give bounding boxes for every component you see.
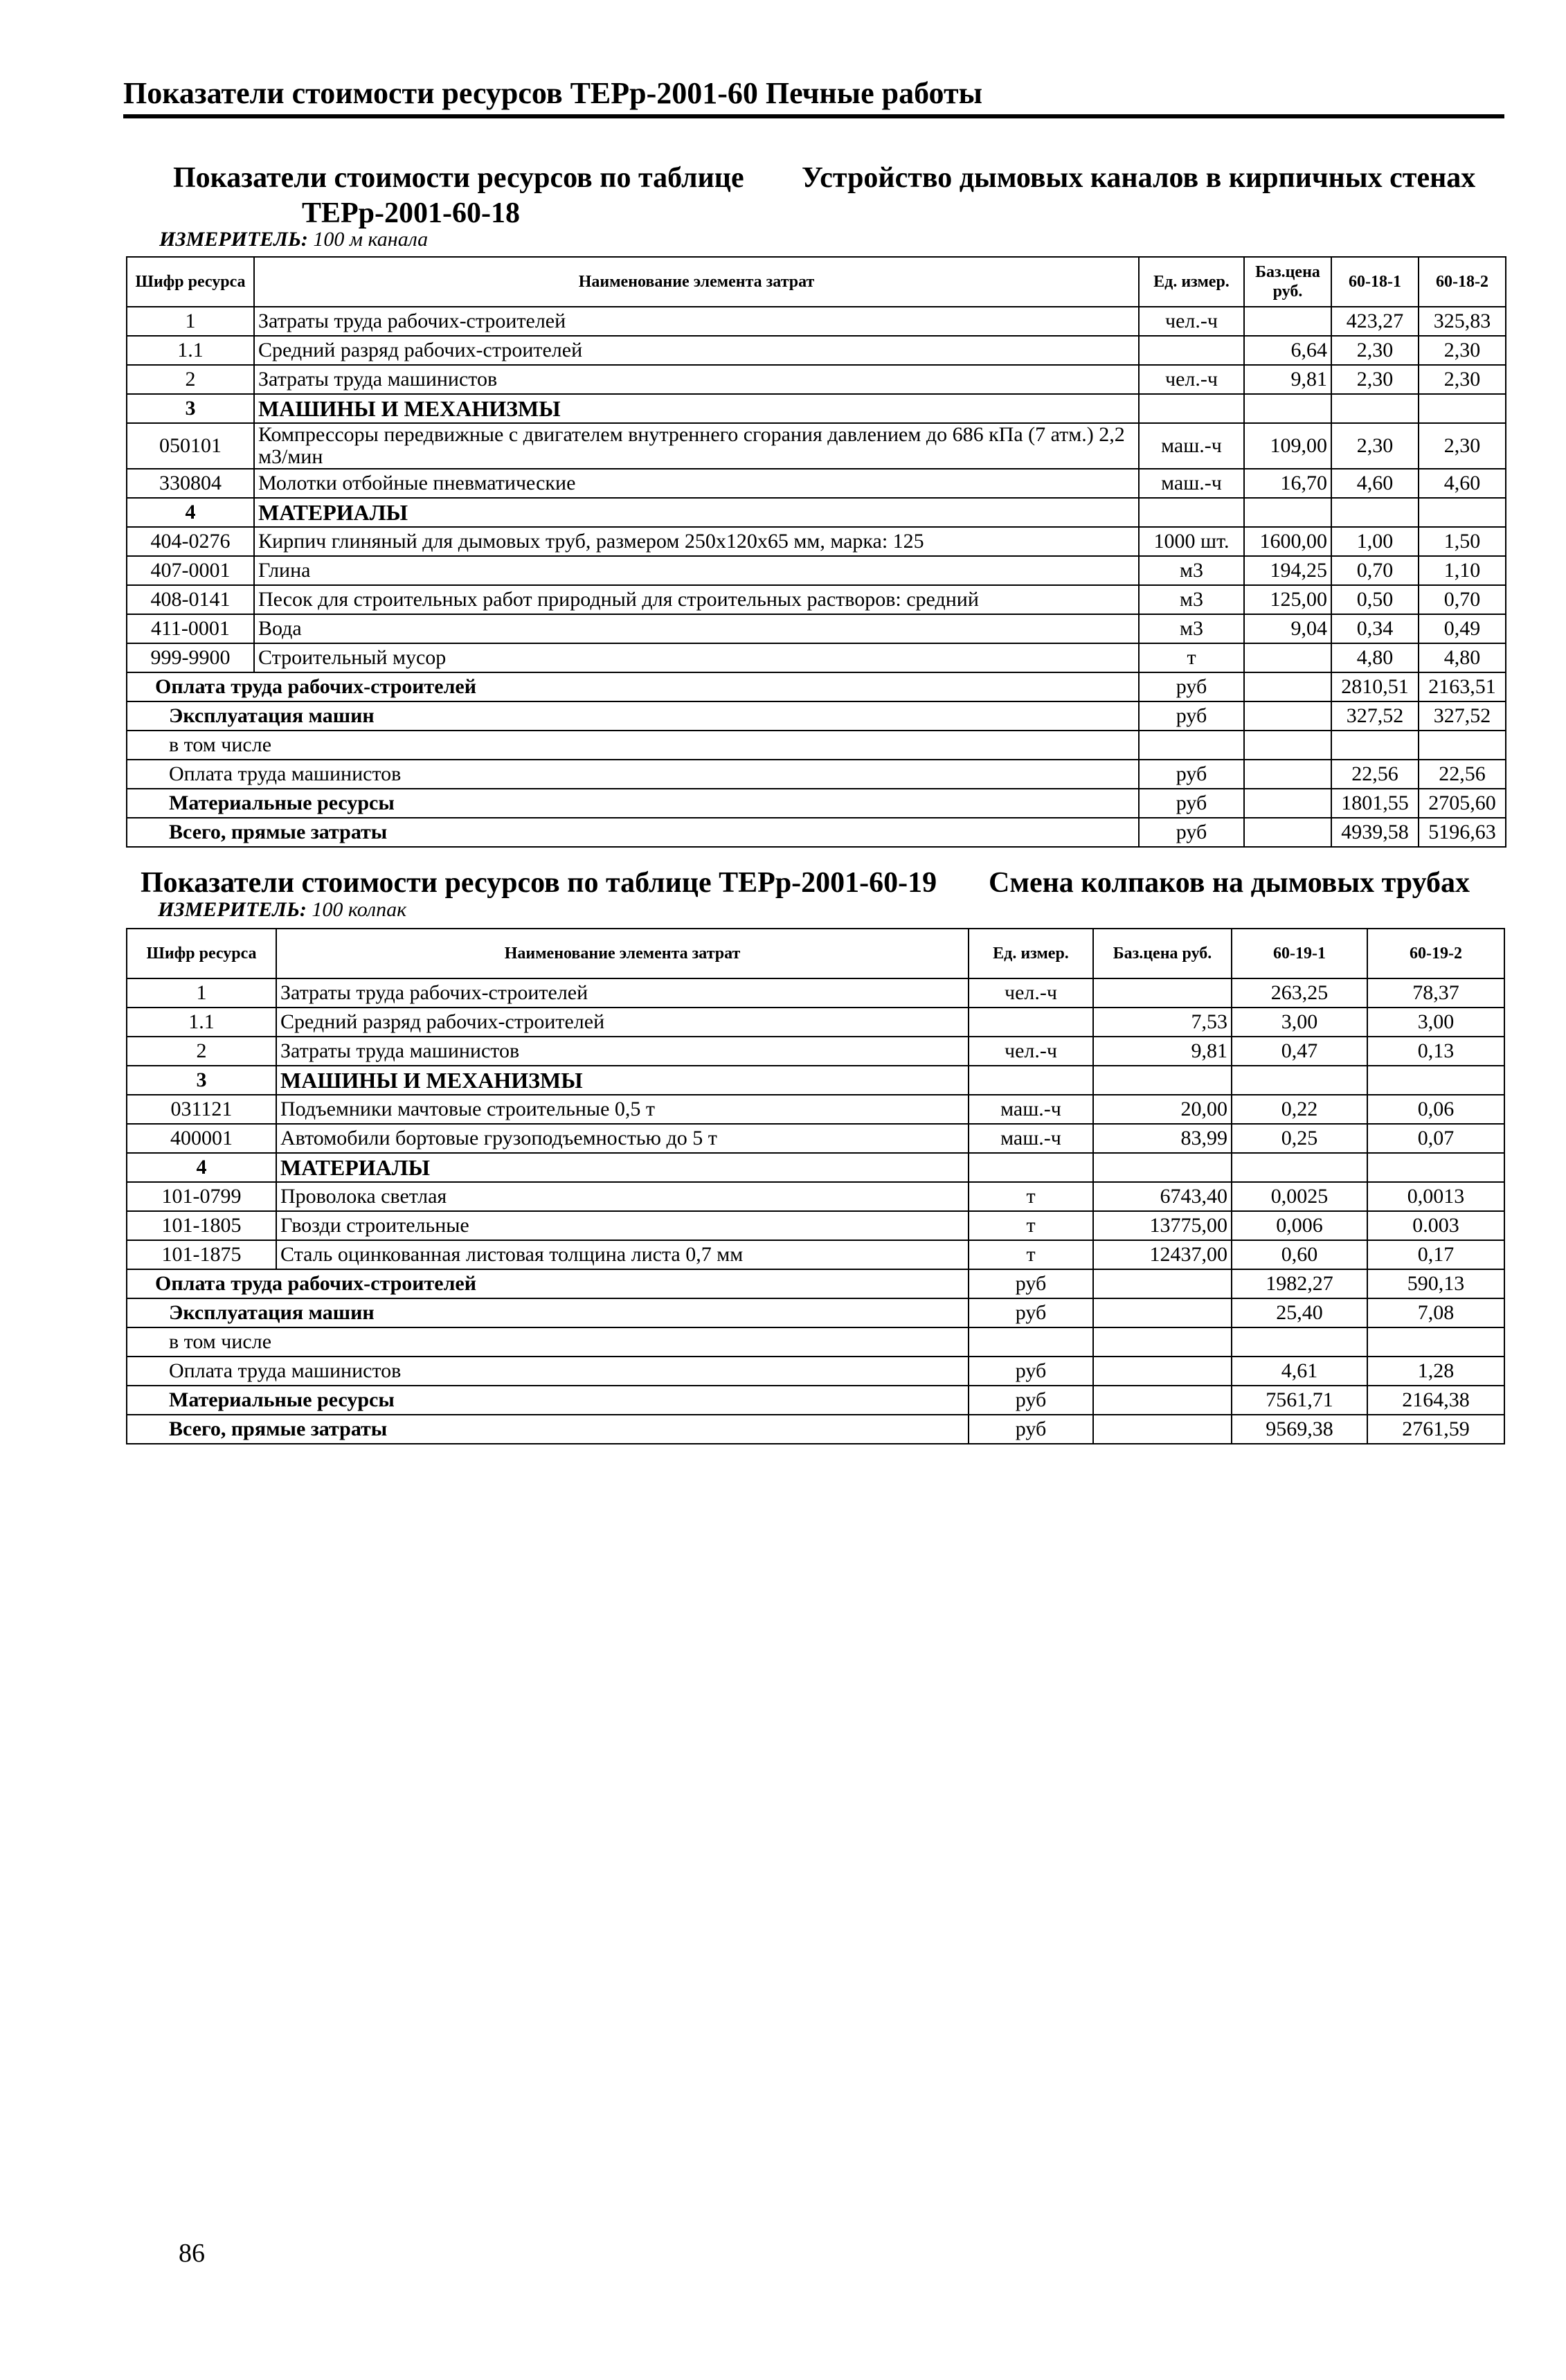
table-row (127, 1037, 1504, 1066)
summary-row (127, 731, 1506, 760)
cell-price (1244, 643, 1331, 672)
col-price-header: Баз.цена руб. (1244, 257, 1331, 307)
cell-code: 330804 (127, 469, 254, 498)
cell-b: 0,13 (1367, 1037, 1504, 1066)
cell-a (1232, 1153, 1367, 1182)
cell-b: 3,00 (1367, 1008, 1504, 1037)
summary-a: 4939,58 (1331, 818, 1419, 847)
table-row (127, 1240, 1504, 1269)
cell-unit: чел.-ч (969, 978, 1093, 1008)
summary-name: Оплата труда рабочих-строителей (127, 672, 1139, 701)
summary-unit: руб (1139, 760, 1244, 789)
col-name-header: Наименование элемента затрат (254, 257, 1139, 307)
cell-b: 325,83 (1419, 307, 1506, 336)
table-row (127, 1066, 1504, 1095)
cell-a: 0,22 (1232, 1095, 1367, 1124)
cell-b: 0,07 (1367, 1124, 1504, 1153)
cell-b: 78,37 (1367, 978, 1504, 1008)
summary-unit: руб (1139, 672, 1244, 701)
cell-name: МАШИНЫ И МЕХАНИЗМЫ (276, 1066, 969, 1095)
cell-b: 2,30 (1419, 365, 1506, 394)
cell-name: Средний разряд рабочих-строителей (254, 336, 1139, 365)
cell-unit: т (969, 1240, 1093, 1269)
page-header: Показатели стоимости ресурсов ТЕРр-2001-60 Печные работы (123, 76, 982, 110)
summary-price (1093, 1327, 1232, 1357)
cell-a: 0,47 (1232, 1037, 1367, 1066)
cell-name: Затраты труда машинистов (254, 365, 1139, 394)
table-row (127, 394, 1506, 423)
cell-a: 0,006 (1232, 1211, 1367, 1240)
cell-code: 3 (127, 394, 254, 423)
summary-price (1244, 701, 1331, 731)
cell-b (1367, 1066, 1504, 1095)
cell-unit (1139, 498, 1244, 527)
cell-a: 4,60 (1331, 469, 1419, 498)
cell-price: 1600,00 (1244, 527, 1331, 556)
summary-unit (969, 1327, 1093, 1357)
summary-unit: руб (969, 1357, 1093, 1386)
summary-b: 7,08 (1367, 1298, 1504, 1327)
cell-b: 0,17 (1367, 1240, 1504, 1269)
summary-row (127, 672, 1506, 701)
summary-b (1367, 1327, 1504, 1357)
cell-price: 9,04 (1244, 614, 1331, 643)
cell-unit (969, 1153, 1093, 1182)
cell-name: Вода (254, 614, 1139, 643)
summary-row (127, 701, 1506, 731)
cell-unit: м3 (1139, 614, 1244, 643)
table1-title-left-2: ТЕРр-2001-60-18 (302, 197, 520, 229)
summary-name: Эксплуатация машин (127, 701, 1139, 731)
summary-price (1244, 672, 1331, 701)
summary-b (1419, 731, 1506, 760)
cell-a: 2,30 (1331, 336, 1419, 365)
cell-a: 0,70 (1331, 556, 1419, 585)
cell-code: 1.1 (127, 336, 254, 365)
cell-price (1093, 978, 1232, 1008)
summary-b: 2164,38 (1367, 1386, 1504, 1415)
summary-name: Всего, прямые затраты (127, 1415, 969, 1444)
cell-code: 411-0001 (127, 614, 254, 643)
cell-price (1093, 1153, 1232, 1182)
cell-name: Проволока светлая (276, 1182, 969, 1211)
summary-price (1093, 1298, 1232, 1327)
table-row (127, 585, 1506, 614)
cell-b: 1,50 (1419, 527, 1506, 556)
cell-price (1244, 394, 1331, 423)
cell-a: 0,60 (1232, 1240, 1367, 1269)
cell-code: 404-0276 (127, 527, 254, 556)
cell-b: 0,0013 (1367, 1182, 1504, 1211)
cell-a: 0,50 (1331, 585, 1419, 614)
summary-name: в том числе (127, 1327, 969, 1357)
summary-row (127, 1357, 1504, 1386)
summary-a: 9569,38 (1232, 1415, 1367, 1444)
col-name-header: Наименование элемента затрат (276, 929, 969, 978)
cell-price: 109,00 (1244, 423, 1331, 469)
cell-name: Кирпич глиняный для дымовых труб, размером 250x120x65 мм, марка: 125 (254, 527, 1139, 556)
summary-a (1232, 1327, 1367, 1357)
summary-name: Оплата труда машинистов (127, 1357, 969, 1386)
cell-unit: маш.-ч (969, 1095, 1093, 1124)
cell-price: 9,81 (1093, 1037, 1232, 1066)
cell-code: 408-0141 (127, 585, 254, 614)
table-row (127, 1095, 1504, 1124)
cell-price: 6,64 (1244, 336, 1331, 365)
table2-measure (158, 897, 406, 922)
cell-unit: маш.-ч (969, 1124, 1093, 1153)
cell-price (1093, 1066, 1232, 1095)
summary-a (1331, 731, 1419, 760)
cell-b (1419, 394, 1506, 423)
summary-a: 327,52 (1331, 701, 1419, 731)
cell-name: Глина (254, 556, 1139, 585)
summary-row (127, 1298, 1504, 1327)
cell-name: Подъемники мачтовые строительные 0,5 т (276, 1095, 969, 1124)
cell-name: МАТЕРИАЛЫ (276, 1153, 969, 1182)
table1-measure-value: 100 м канала (313, 228, 429, 251)
table-row (127, 1124, 1504, 1153)
summary-unit: руб (969, 1386, 1093, 1415)
summary-b: 327,52 (1419, 701, 1506, 731)
cell-code: 1.1 (127, 1008, 276, 1037)
table-row (127, 469, 1506, 498)
page-number: 86 (179, 2239, 205, 2268)
cell-unit (1139, 394, 1244, 423)
cell-a (1232, 1066, 1367, 1095)
cell-a (1331, 498, 1419, 527)
cell-price: 83,99 (1093, 1124, 1232, 1153)
table-row (127, 423, 1506, 469)
col-b-header: 60-18-2 (1419, 257, 1506, 307)
table-row (127, 643, 1506, 672)
cell-name: Гвозди строительные (276, 1211, 969, 1240)
cell-a: 4,80 (1331, 643, 1419, 672)
cell-code: 1 (127, 978, 276, 1008)
summary-a: 22,56 (1331, 760, 1419, 789)
table2-measure-label: ИЗМЕРИТЕЛЬ: (158, 898, 307, 921)
cell-b: 0,06 (1367, 1095, 1504, 1124)
table-row (127, 1211, 1504, 1240)
table-row (127, 365, 1506, 394)
table-row (127, 527, 1506, 556)
table-row (127, 307, 1506, 336)
cell-a: 0,25 (1232, 1124, 1367, 1153)
cell-price: 12437,00 (1093, 1240, 1232, 1269)
cell-code: 101-1805 (127, 1211, 276, 1240)
cell-name: МАТЕРИАЛЫ (254, 498, 1139, 527)
summary-name: Всего, прямые затраты (127, 818, 1139, 847)
summary-unit: руб (969, 1269, 1093, 1298)
table-row (127, 614, 1506, 643)
summary-price (1244, 818, 1331, 847)
cell-b (1419, 498, 1506, 527)
summary-a: 25,40 (1232, 1298, 1367, 1327)
table1-measure-label: ИЗМЕРИТЕЛЬ: (159, 228, 308, 251)
summary-price (1093, 1357, 1232, 1386)
summary-name: Оплата труда машинистов (127, 760, 1139, 789)
cell-price (1244, 307, 1331, 336)
table-row (127, 498, 1506, 527)
cell-unit: чел.-ч (969, 1037, 1093, 1066)
cell-name: Автомобили бортовые грузоподъемностью до 5 т (276, 1124, 969, 1153)
cell-name: Средний разряд рабочих-строителей (276, 1008, 969, 1037)
summary-b: 1,28 (1367, 1357, 1504, 1386)
summary-b: 5196,63 (1419, 818, 1506, 847)
cell-unit (969, 1008, 1093, 1037)
summary-row (127, 789, 1506, 818)
summary-unit: руб (1139, 701, 1244, 731)
cell-b: 4,60 (1419, 469, 1506, 498)
cell-price: 20,00 (1093, 1095, 1232, 1124)
summary-name: Оплата труда рабочих-строителей (127, 1269, 969, 1298)
cell-code: 999-9900 (127, 643, 254, 672)
cell-code: 050101 (127, 423, 254, 469)
col-a-header: 60-19-1 (1232, 929, 1367, 978)
cell-code: 3 (127, 1066, 276, 1095)
cell-code: 407-0001 (127, 556, 254, 585)
table2-title-right: Смена колпаков на дымовых трубах (989, 867, 1470, 899)
col-code-header: Шифр ресурса (127, 929, 276, 978)
summary-row (127, 1327, 1504, 1357)
cell-b (1367, 1153, 1504, 1182)
table2-title-left: Показатели стоимости ресурсов по таблице ТЕРр-2001-60-19 (141, 867, 937, 899)
summary-name: Материальные ресурсы (127, 789, 1139, 818)
table-row (127, 1008, 1504, 1037)
summary-a: 7561,71 (1232, 1386, 1367, 1415)
col-b-header: 60-19-2 (1367, 929, 1504, 978)
cell-name: Песок для строительных работ природный для строительных растворов: средний (254, 585, 1139, 614)
cell-name: Сталь оцинкованная листовая толщина листа 0,7 мм (276, 1240, 969, 1269)
cell-name: Затраты труда рабочих-строителей (276, 978, 969, 1008)
cell-a: 423,27 (1331, 307, 1419, 336)
cell-price: 13775,00 (1093, 1211, 1232, 1240)
summary-unit: руб (1139, 818, 1244, 847)
cell-a: 2,30 (1331, 423, 1419, 469)
summary-name: Эксплуатация машин (127, 1298, 969, 1327)
cell-name: Строительный мусор (254, 643, 1139, 672)
summary-b: 590,13 (1367, 1269, 1504, 1298)
cell-name: МАШИНЫ И МЕХАНИЗМЫ (254, 394, 1139, 423)
cell-unit: маш.-ч (1139, 469, 1244, 498)
cell-code: 400001 (127, 1124, 276, 1153)
cell-price (1244, 498, 1331, 527)
summary-b: 22,56 (1419, 760, 1506, 789)
cell-b: 4,80 (1419, 643, 1506, 672)
table1 (126, 256, 1506, 848)
cell-name: Затраты труда рабочих-строителей (254, 307, 1139, 336)
summary-price (1244, 760, 1331, 789)
summary-price (1093, 1269, 1232, 1298)
col-unit-header: Ед. измер. (969, 929, 1093, 978)
summary-b: 2163,51 (1419, 672, 1506, 701)
cell-unit (1139, 336, 1244, 365)
summary-price (1093, 1386, 1232, 1415)
cell-price: 6743,40 (1093, 1182, 1232, 1211)
cell-name: Компрессоры передвижные с двигателем внутреннего сгорания давлением до 686 кПа (7 атм.) 2,2 м3/мин (254, 423, 1139, 469)
cell-unit (969, 1066, 1093, 1095)
table1-title-right: Устройство дымовых каналов в кирпичных стенах (802, 162, 1476, 194)
cell-code: 4 (127, 1153, 276, 1182)
summary-name: в том числе (127, 731, 1139, 760)
col-unit-header: Ед. измер. (1139, 257, 1244, 307)
cell-name: Затраты труда машинистов (276, 1037, 969, 1066)
cell-b: 0,70 (1419, 585, 1506, 614)
cell-code: 2 (127, 1037, 276, 1066)
summary-b: 2761,59 (1367, 1415, 1504, 1444)
table-row (127, 1153, 1504, 1182)
cell-a (1331, 394, 1419, 423)
cell-b: 1,10 (1419, 556, 1506, 585)
cell-unit: т (1139, 643, 1244, 672)
summary-name: Материальные ресурсы (127, 1386, 969, 1415)
table-row (127, 336, 1506, 365)
cell-price: 9,81 (1244, 365, 1331, 394)
summary-row (127, 1415, 1504, 1444)
cell-unit: чел.-ч (1139, 365, 1244, 394)
summary-price (1093, 1415, 1232, 1444)
cell-b: 0,49 (1419, 614, 1506, 643)
cell-unit: м3 (1139, 585, 1244, 614)
cell-price: 16,70 (1244, 469, 1331, 498)
col-code-header: Шифр ресурса (127, 257, 254, 307)
cell-a: 3,00 (1232, 1008, 1367, 1037)
cell-a: 0,34 (1331, 614, 1419, 643)
summary-a: 2810,51 (1331, 672, 1419, 701)
cell-b: 0.003 (1367, 1211, 1504, 1240)
cell-unit: чел.-ч (1139, 307, 1244, 336)
cell-unit: т (969, 1211, 1093, 1240)
cell-code: 101-0799 (127, 1182, 276, 1211)
cell-name: Молотки отбойные пневматические (254, 469, 1139, 498)
cell-unit: 1000 шт. (1139, 527, 1244, 556)
cell-a: 2,30 (1331, 365, 1419, 394)
summary-price (1244, 789, 1331, 818)
cell-a: 1,00 (1331, 527, 1419, 556)
summary-unit: руб (1139, 789, 1244, 818)
cell-b: 2,30 (1419, 336, 1506, 365)
summary-row (127, 1386, 1504, 1415)
table-row (127, 978, 1504, 1008)
cell-unit: маш.-ч (1139, 423, 1244, 469)
col-a-header: 60-18-1 (1331, 257, 1419, 307)
cell-code: 101-1875 (127, 1240, 276, 1269)
summary-price (1244, 731, 1331, 760)
cell-code: 4 (127, 498, 254, 527)
summary-unit (1139, 731, 1244, 760)
table-row (127, 1182, 1504, 1211)
cell-a: 0,0025 (1232, 1182, 1367, 1211)
table2-measure-value: 100 колпак (312, 898, 407, 921)
cell-code: 2 (127, 365, 254, 394)
cell-unit: м3 (1139, 556, 1244, 585)
cell-code: 1 (127, 307, 254, 336)
cell-price: 7,53 (1093, 1008, 1232, 1037)
summary-a: 4,61 (1232, 1357, 1367, 1386)
cell-b: 2,30 (1419, 423, 1506, 469)
header-rule (123, 114, 1504, 118)
summary-row (127, 818, 1506, 847)
cell-a: 263,25 (1232, 978, 1367, 1008)
summary-a: 1982,27 (1232, 1269, 1367, 1298)
table2 (126, 928, 1505, 1444)
table-row (127, 556, 1506, 585)
summary-unit: руб (969, 1298, 1093, 1327)
summary-row (127, 760, 1506, 789)
col-price-header: Баз.цена руб. (1093, 929, 1232, 978)
cell-price: 125,00 (1244, 585, 1331, 614)
summary-unit: руб (969, 1415, 1093, 1444)
table1-title-left-1: Показатели стоимости ресурсов по таблице (173, 162, 744, 194)
table1-measure (159, 227, 428, 252)
cell-unit: т (969, 1182, 1093, 1211)
cell-code: 031121 (127, 1095, 276, 1124)
summary-b: 2705,60 (1419, 789, 1506, 818)
cell-price: 194,25 (1244, 556, 1331, 585)
summary-a: 1801,55 (1331, 789, 1419, 818)
summary-row (127, 1269, 1504, 1298)
